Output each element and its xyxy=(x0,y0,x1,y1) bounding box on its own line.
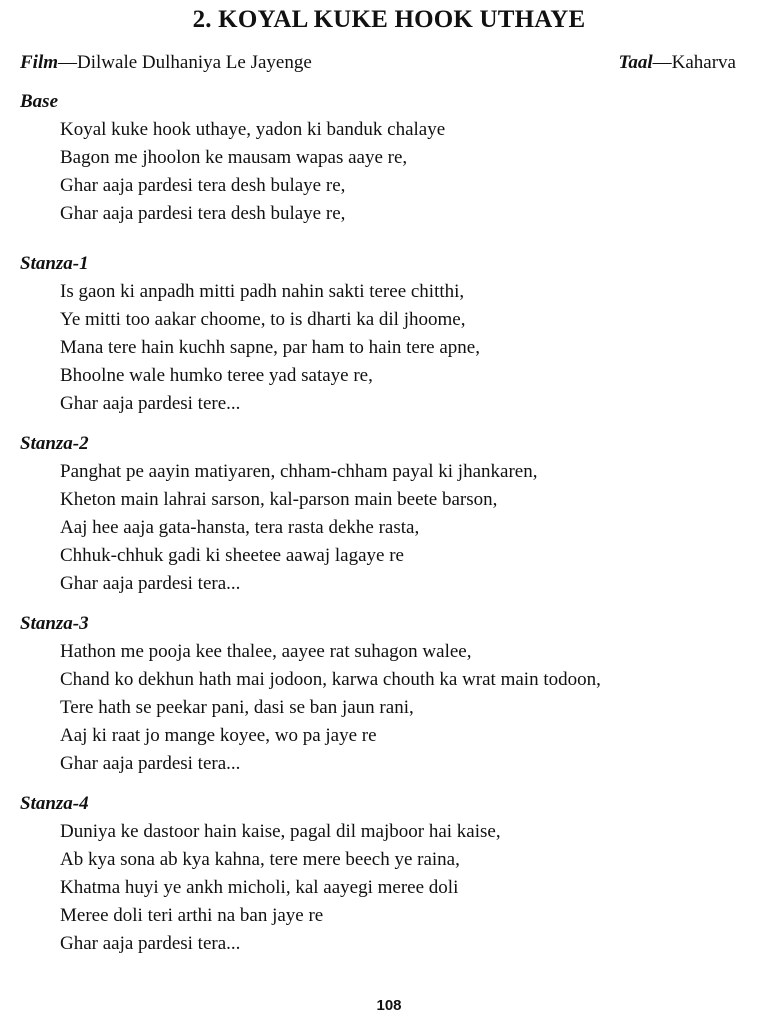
lyric-line: Koyal kuke hook uthaye, yadon ki banduk chalaye xyxy=(60,119,446,140)
lyric-line: Ghar aaja pardesi tera desh bulaye re, xyxy=(60,175,346,196)
section-stanza-2 xyxy=(20,432,760,598)
lyric-line: Mana tere hain kuchh sapne, par ham to hain tere apne, xyxy=(60,337,480,358)
lyric-line: Aaj hee aaja gata-hansta, tera rasta dekhe rasta, xyxy=(60,517,420,538)
section-heading: Stanza-4 xyxy=(20,793,89,814)
section-heading: Base xyxy=(20,91,58,112)
lyric-line: Chhuk-chhuk gadi ki sheetee aawaj lagaye re xyxy=(60,545,404,566)
song-title: 2. KOYAL KUKE HOOK UTHAYE xyxy=(192,6,586,33)
taal-value: Kaharva xyxy=(671,52,736,73)
lyric-line: Chand ko dekhun hath mai jodoon, karwa chouth ka wrat main todoon, xyxy=(60,669,601,690)
section-base xyxy=(20,90,760,228)
lyric-line: Ye mitti too aakar choome, to is dharti ka dil jhoome, xyxy=(60,309,466,330)
lyric-line: Ghar aaja pardesi tera... xyxy=(60,573,241,594)
lyric-line: Duniya ke dastoor hain kaise, pagal dil majboor hai kaise, xyxy=(60,821,501,842)
lyric-line: Ab kya sona ab kya kahna, tere mere beech ye raina, xyxy=(60,849,460,870)
lyric-line: Bagon me jhoolon ke mausam wapas aaye re, xyxy=(60,147,408,168)
lyric-line: Tere hath se peekar pani, dasi se ban jaun rani, xyxy=(60,697,414,718)
film-info xyxy=(20,52,312,74)
lyric-line: Bhoolne wale humko teree yad sataye re, xyxy=(60,365,373,386)
taal-info xyxy=(619,52,737,74)
taal-separator: — xyxy=(652,52,672,73)
lyric-line: Panghat pe aayin matiyaren, chham-chham payal ki jhankaren, xyxy=(60,461,538,482)
lyric-line: Is gaon ki anpadh mitti padh nahin sakti teree chitthi, xyxy=(60,281,465,302)
taal-label: Taal xyxy=(618,52,653,73)
lyric-line: Khatma huyi ye ankh micholi, kal aayegi meree doli xyxy=(60,877,459,898)
section-heading: Stanza-1 xyxy=(20,253,89,274)
lyric-line: Ghar aaja pardesi tera desh bulaye re, xyxy=(60,203,346,224)
section-stanza-4 xyxy=(20,792,760,958)
section-stanza-3 xyxy=(20,612,760,778)
lyric-line: Hathon me pooja kee thalee, aayee rat suhagon walee, xyxy=(60,641,472,662)
lyric-line: Kheton main lahrai sarson, kal-parson main beete barson, xyxy=(60,489,498,510)
section-heading: Stanza-3 xyxy=(20,613,89,634)
lyric-line: Ghar aaja pardesi tera... xyxy=(60,753,241,774)
section-heading: Stanza-2 xyxy=(20,433,89,454)
lyric-line: Ghar aaja pardesi tera... xyxy=(60,933,241,954)
lyric-line: Meree doli teri arthi na ban jaye re xyxy=(60,905,324,926)
page-number: 108 xyxy=(376,997,402,1014)
lyric-line: Aaj ki raat jo mange koyee, wo pa jaye re xyxy=(60,725,377,746)
lyric-line: Ghar aaja pardesi tere... xyxy=(60,393,241,414)
section-stanza-1 xyxy=(20,252,760,418)
film-separator: — xyxy=(58,52,78,73)
film-value: Dilwale Dulhaniya Le Jayenge xyxy=(77,52,312,73)
film-label: Film xyxy=(20,52,59,73)
